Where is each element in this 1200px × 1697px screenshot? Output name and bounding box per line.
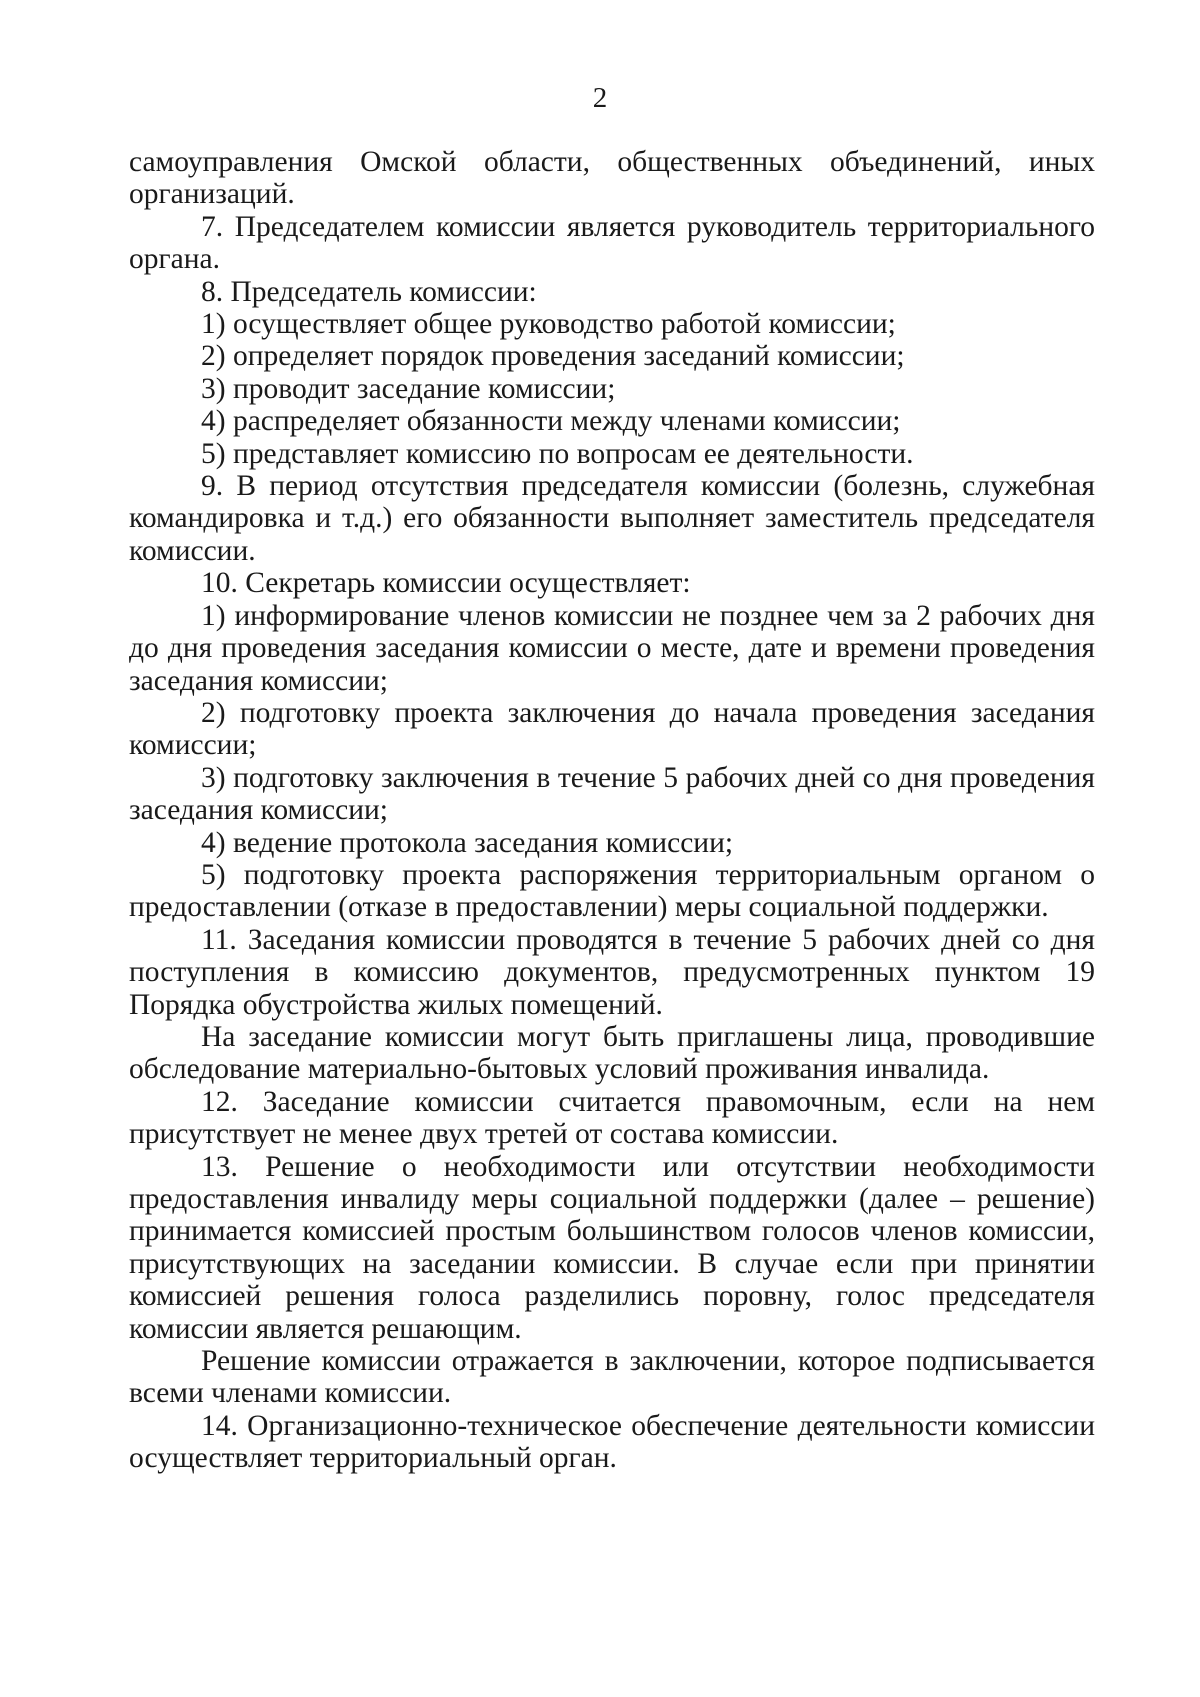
paragraph-invitees: На заседание комиссии могут быть приглашены лица, проводившие обследование материально-бытовых условий проживания инвалида.: [129, 1020, 1095, 1086]
paragraph-item-11: 11. Заседания комиссии проводятся в течение 5 рабочих дней со дня поступления в комиссию документов, предусмотренных пунктом 19 Порядка обустройства жилых помещений.: [129, 923, 1095, 1021]
subitem-8-4: 4) распределяет обязанности между членами комиссии;: [201, 405, 901, 438]
paragraph-decision-record: Решение комиссии отражается в заключении, которое подписывается всеми членами комиссии.: [129, 1345, 1095, 1410]
paragraph-item-8: 8. Председатель комиссии:: [201, 275, 537, 308]
paragraph-continuation: самоуправления Омской области, общественных объединений, иных организаций.: [129, 146, 1095, 211]
page-number: 2: [592, 82, 608, 114]
paragraph-item-9: 9. В период отсутствия председателя комиссии (болезнь, служебная командировка и т.д.) его обязанности выполняет заместитель председателя комиссии.: [129, 470, 1095, 567]
subitem-10-1: 1) информирование членов комиссии не позднее чем за 2 рабочих дня до дня проведения заседания комиссии о месте, дате и времени проведения заседания комиссии;: [129, 599, 1095, 697]
paragraph-item-14: 14. Организационно-техническое обеспечение деятельности комиссии осуществляет территориальный орган.: [129, 1409, 1095, 1475]
paragraph-item-10: 10. Секретарь комиссии осуществляет:: [201, 567, 691, 600]
subitem-8-2: 2) определяет порядок проведения заседаний комиссии;: [201, 340, 905, 373]
subitem-10-3: 3) подготовку заключения в течение 5 рабочих дней со дня проведения заседания комиссии;: [129, 761, 1095, 827]
subitem-8-1: 1) осуществляет общее руководство работой комиссии;: [201, 308, 896, 341]
subitem-8-3: 3) проводит заседание комиссии;: [201, 372, 616, 405]
subitem-10-4: 4) ведение протокола заседания комиссии;: [201, 826, 734, 859]
subitem-10-2: 2) подготовку проекта заключения до начала проведения заседания комиссии;: [129, 696, 1095, 762]
paragraph-item-13: 13. Решение о необходимости или отсутствии необходимости предоставления инвалиду меры социальной поддержки (далее – решение) принимается комиссией простым большинством голосов членов комиссии, присутствующих на заседании комиссии. В случае если при принятии комиссией решения голоса разделились поровну, голос председателя комиссии является решающим.: [129, 1150, 1095, 1345]
paragraph-item-7: 7. Председателем комиссии является руководитель территориального органа.: [129, 210, 1095, 276]
subitem-8-5: 5) представляет комиссию по вопросам ее деятельности.: [201, 437, 914, 470]
paragraph-item-12: 12. Заседание комиссии считается правомочным, если на нем присутствует не менее двух третей от состава комиссии.: [129, 1085, 1095, 1151]
subitem-10-5: 5) подготовку проекта распоряжения территориальным органом о предоставлении (отказе в предоставлении) меры социальной поддержки.: [129, 858, 1095, 924]
document-body: [129, 146, 1095, 1475]
